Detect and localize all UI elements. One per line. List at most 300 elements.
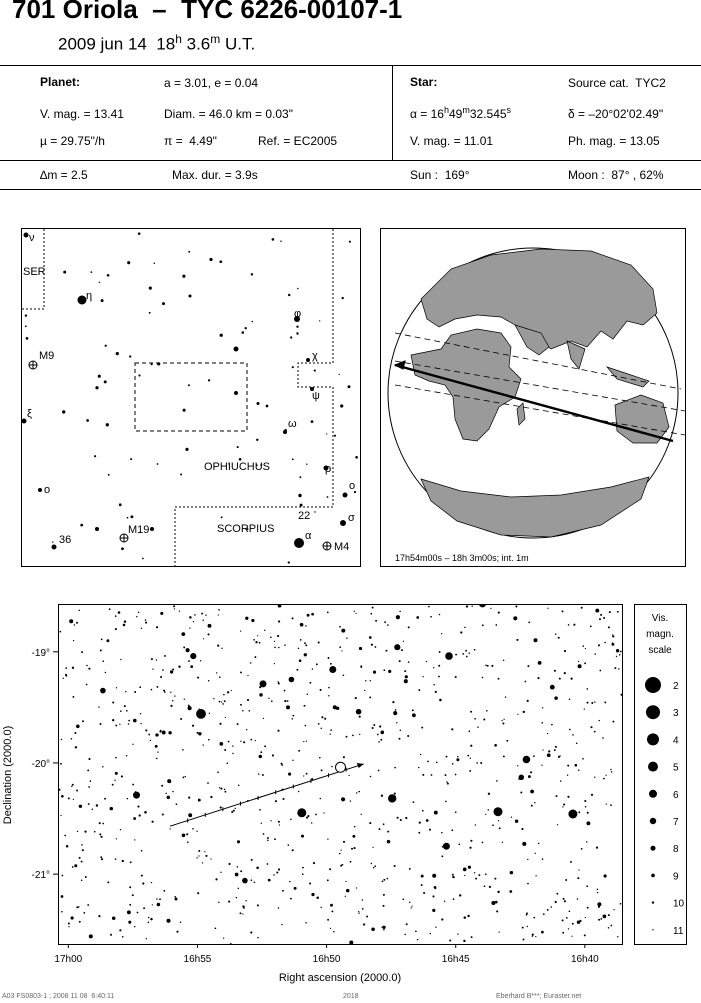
field-star xyxy=(115,725,117,727)
field-star xyxy=(180,921,181,922)
field-star xyxy=(220,788,222,790)
field-star xyxy=(395,709,397,711)
field-star xyxy=(620,651,622,653)
field-star xyxy=(291,718,293,720)
label-omicron-right: o xyxy=(349,480,356,492)
field-star xyxy=(455,774,457,776)
field-star xyxy=(305,725,307,727)
field-star xyxy=(577,898,579,900)
field-star xyxy=(236,897,237,898)
field-star xyxy=(418,832,420,834)
finder-star xyxy=(219,260,222,263)
field-star xyxy=(168,731,171,734)
field-star xyxy=(362,899,363,900)
field-star xyxy=(87,769,89,771)
y-axis-label: Declination (2000.0) xyxy=(2,725,14,825)
field-star xyxy=(107,881,109,883)
field-star xyxy=(426,819,429,822)
field-star xyxy=(129,886,131,888)
bright-star xyxy=(196,709,206,719)
globe-caption: 17h54m00s – 18h 3m00s; int. 1m xyxy=(395,553,529,563)
finder-star xyxy=(151,363,153,365)
field-star xyxy=(192,725,194,727)
field-star xyxy=(128,720,130,722)
field-star xyxy=(156,626,158,628)
globe-panel xyxy=(380,228,686,567)
field-star xyxy=(270,636,272,638)
field-star xyxy=(311,613,314,616)
finder-star xyxy=(234,347,239,352)
field-star xyxy=(115,757,117,759)
field-star xyxy=(341,650,342,651)
finder-star xyxy=(298,494,301,497)
finder-star xyxy=(98,375,101,378)
field-star xyxy=(112,784,114,786)
field-star xyxy=(563,803,565,805)
field-star xyxy=(198,855,199,856)
field-star xyxy=(586,841,587,842)
field-star xyxy=(604,642,606,644)
planet-parallax: π = 4.49" xyxy=(164,134,217,148)
field-star xyxy=(288,844,290,846)
field-star xyxy=(381,730,384,733)
field-star xyxy=(488,809,490,811)
field-star xyxy=(288,773,291,776)
field-star xyxy=(571,936,572,937)
field-star xyxy=(235,808,236,809)
field-star xyxy=(428,606,430,608)
field-star xyxy=(232,745,233,746)
field-star xyxy=(608,927,610,929)
field-star xyxy=(408,661,410,663)
field-star xyxy=(567,796,569,798)
field-star xyxy=(318,641,320,643)
field-star xyxy=(240,741,241,742)
field-star xyxy=(418,689,420,691)
legend-swatch xyxy=(651,846,656,851)
field-star xyxy=(466,656,468,658)
field-star xyxy=(498,678,500,680)
field-star xyxy=(373,671,376,674)
field-star xyxy=(262,774,264,776)
field-star xyxy=(618,668,620,670)
field-star xyxy=(228,741,230,743)
finder-star xyxy=(80,524,83,527)
field-star xyxy=(532,935,533,936)
field-star xyxy=(303,741,304,742)
field-star xyxy=(460,631,462,633)
field-star xyxy=(133,719,137,723)
bright-stars xyxy=(100,605,577,883)
field-star xyxy=(586,688,588,690)
field-star xyxy=(429,829,431,831)
field-star xyxy=(250,931,252,933)
field-star xyxy=(179,610,180,611)
field-star xyxy=(372,847,373,848)
bright-star xyxy=(445,652,453,660)
field-star xyxy=(116,687,117,688)
field-star xyxy=(371,928,375,932)
bright-star xyxy=(356,709,362,715)
field-star xyxy=(554,670,556,672)
constellation-boundaries xyxy=(22,229,333,566)
field-star xyxy=(141,875,143,877)
field-star xyxy=(172,791,173,792)
field-star xyxy=(102,660,104,662)
field-star xyxy=(330,663,332,665)
field-star xyxy=(162,731,166,735)
legend-swatch xyxy=(650,818,656,824)
finder-star xyxy=(149,312,151,314)
bright-star xyxy=(550,685,555,690)
field-star xyxy=(136,616,137,617)
field-star xyxy=(444,901,445,902)
finder-star xyxy=(95,527,99,531)
field-star xyxy=(172,700,173,701)
field-star xyxy=(250,739,252,741)
field-star xyxy=(143,907,145,909)
field-star xyxy=(378,741,380,743)
field-star xyxy=(298,648,299,649)
field-star xyxy=(284,644,286,646)
field-star xyxy=(141,850,143,852)
field-star xyxy=(315,814,317,816)
field-star xyxy=(547,608,548,609)
field-star xyxy=(100,723,102,725)
cluster-m19 xyxy=(120,534,128,542)
field-star xyxy=(406,923,408,925)
field-star xyxy=(452,874,454,876)
field-star xyxy=(287,700,289,702)
finder-star xyxy=(25,314,27,316)
field-star xyxy=(304,642,306,644)
field-star xyxy=(359,647,362,650)
field-star xyxy=(156,898,158,900)
field-star xyxy=(451,829,453,831)
field-star xyxy=(603,617,605,619)
finder-star xyxy=(26,337,29,340)
footer-left: A03 FS0803-1 ; 2008 11 08 6:40:11 xyxy=(2,993,115,1000)
field-star xyxy=(238,785,240,787)
field-star xyxy=(597,902,601,906)
finder-star xyxy=(339,374,340,375)
field-star xyxy=(599,670,601,672)
field-star xyxy=(219,787,220,788)
field-star xyxy=(498,612,500,614)
field-star xyxy=(88,803,90,805)
field-star xyxy=(327,919,329,921)
field-star xyxy=(98,706,99,707)
field-star xyxy=(72,696,74,698)
field-star xyxy=(221,648,222,649)
legend-swatch xyxy=(648,762,658,772)
field-star xyxy=(421,727,423,729)
field-star xyxy=(361,814,362,815)
field-star xyxy=(140,713,141,714)
field-star xyxy=(77,831,78,832)
field-star xyxy=(350,861,352,863)
field-star xyxy=(122,860,124,862)
field-star xyxy=(407,735,409,737)
field-star xyxy=(611,771,612,772)
field-star xyxy=(223,694,225,696)
field-star xyxy=(162,669,164,671)
finder-star xyxy=(154,262,155,263)
field-star xyxy=(311,778,313,780)
field-star xyxy=(470,840,472,842)
field-star xyxy=(491,665,493,667)
field-star xyxy=(228,901,230,903)
field-star xyxy=(515,605,517,607)
field-star xyxy=(547,753,551,757)
x-axis-label: Right ascension (2000.0) xyxy=(278,972,402,984)
field-star xyxy=(585,917,586,918)
field-star xyxy=(190,665,193,668)
field-star xyxy=(359,716,361,718)
field-star xyxy=(281,924,282,925)
bright-star xyxy=(329,666,336,673)
finder-star xyxy=(297,288,299,290)
field-star xyxy=(120,659,121,660)
field-star xyxy=(240,630,241,631)
field-star xyxy=(457,756,458,757)
field-star xyxy=(90,780,92,782)
field-star xyxy=(538,661,542,665)
field-star xyxy=(435,691,437,693)
finder-star xyxy=(234,391,238,395)
field-star xyxy=(616,656,617,657)
field-star xyxy=(405,675,408,678)
field-star xyxy=(89,934,93,938)
field-star xyxy=(270,820,271,821)
field-star xyxy=(489,886,491,888)
field-star xyxy=(620,903,622,905)
field-star xyxy=(496,910,498,912)
field-star xyxy=(224,789,225,790)
field-star xyxy=(68,922,70,924)
field-star xyxy=(327,879,329,881)
field-star xyxy=(157,903,161,907)
field-star xyxy=(602,737,604,739)
moon-elongation: Moon : 87° , 62% xyxy=(568,168,664,182)
field-star xyxy=(371,863,372,864)
field-star xyxy=(188,705,190,707)
field-star xyxy=(219,742,223,746)
field-star xyxy=(232,753,233,754)
finder-star xyxy=(245,327,247,329)
field-star xyxy=(84,831,86,833)
field-star xyxy=(250,662,251,663)
field-star xyxy=(313,862,315,864)
field-star xyxy=(237,723,239,725)
field-star xyxy=(152,904,153,905)
field-star xyxy=(502,842,503,843)
field-star xyxy=(603,915,607,919)
field-star xyxy=(383,929,384,930)
field-star xyxy=(73,640,74,641)
field-star xyxy=(382,881,384,883)
y-axis-ticks xyxy=(32,648,58,881)
field-star xyxy=(614,667,616,669)
field-star xyxy=(511,817,512,818)
field-star xyxy=(584,662,586,664)
star-delta: δ = –20°02'02.49" xyxy=(568,107,664,121)
field-star xyxy=(370,776,372,778)
field-star xyxy=(363,923,365,925)
field-star xyxy=(242,710,244,712)
field-star xyxy=(198,799,201,802)
bright-star xyxy=(289,677,295,683)
field-star xyxy=(176,931,178,933)
field-star xyxy=(470,711,472,713)
field-star xyxy=(305,922,307,924)
field-star xyxy=(397,817,399,819)
field-star xyxy=(455,811,457,813)
field-star xyxy=(72,667,74,669)
field-star xyxy=(383,823,385,825)
field-star xyxy=(69,619,73,623)
track-arrow xyxy=(357,763,364,768)
field-star xyxy=(65,675,67,677)
field-star xyxy=(345,896,346,897)
field-star xyxy=(526,912,528,914)
field-star xyxy=(165,793,166,794)
field-star xyxy=(362,908,364,910)
field-star xyxy=(468,652,470,654)
field-star xyxy=(169,828,170,829)
field-star xyxy=(240,870,242,872)
legend-mag-label: 9 xyxy=(673,871,679,883)
target-star xyxy=(336,762,346,772)
field-star xyxy=(350,800,351,801)
field-star xyxy=(402,898,404,900)
field-star xyxy=(256,867,259,870)
field-star xyxy=(94,831,96,833)
field-star xyxy=(105,672,106,673)
field-star xyxy=(299,659,302,662)
field-star xyxy=(356,792,357,793)
field-star xyxy=(564,650,566,652)
field-star xyxy=(441,855,443,857)
field-star xyxy=(528,775,531,778)
field-star xyxy=(110,934,112,936)
field-star xyxy=(167,796,170,799)
finder-star xyxy=(108,474,110,476)
field-star xyxy=(237,866,239,868)
field-star xyxy=(274,647,276,649)
field-star xyxy=(581,607,583,609)
finder-star xyxy=(149,287,152,290)
field-star xyxy=(291,617,293,619)
field-star xyxy=(341,797,345,801)
field-star xyxy=(164,655,166,657)
field-star xyxy=(409,868,411,870)
field-star xyxy=(167,779,171,783)
field-star xyxy=(400,819,402,821)
australia xyxy=(615,395,669,443)
field-star xyxy=(373,724,375,726)
field-star xyxy=(231,811,233,813)
field-star xyxy=(61,911,63,913)
legend-swatch xyxy=(646,705,660,719)
field-star xyxy=(608,626,610,628)
field-star xyxy=(119,929,121,931)
field-star xyxy=(319,757,321,759)
field-star xyxy=(415,930,417,932)
field-star xyxy=(520,792,522,794)
field-star xyxy=(102,766,104,768)
field-star xyxy=(203,638,204,639)
bright-star xyxy=(519,775,525,781)
field-star xyxy=(354,611,355,612)
field-star xyxy=(76,724,80,728)
field-star xyxy=(612,635,614,637)
field-star xyxy=(483,718,485,720)
alpha-h-sup: h xyxy=(443,105,449,115)
field-star xyxy=(183,646,185,648)
field-star xyxy=(253,881,255,883)
field-star xyxy=(455,676,457,678)
field-star xyxy=(263,718,264,719)
field-star xyxy=(79,921,81,923)
field-star xyxy=(207,782,209,784)
field-star xyxy=(610,769,611,770)
field-star xyxy=(432,874,436,878)
field-star xyxy=(114,780,115,781)
target-star-circle xyxy=(336,762,346,772)
header-vertical-rule xyxy=(392,65,393,161)
planet-motion: µ = 29.75"/h xyxy=(40,134,105,148)
field-star xyxy=(587,702,589,704)
field-star xyxy=(320,689,322,691)
field-star xyxy=(85,876,87,878)
field-star xyxy=(569,910,571,912)
field-star xyxy=(205,614,206,615)
finder-chart-svg xyxy=(22,229,360,566)
field-star xyxy=(584,934,586,936)
bright-star xyxy=(494,807,503,816)
field-star xyxy=(522,842,526,846)
field-star xyxy=(469,770,471,772)
field-star xyxy=(193,621,194,622)
field-star xyxy=(162,813,164,815)
field-star xyxy=(462,653,464,655)
field-star xyxy=(278,907,280,909)
field-star xyxy=(170,705,172,707)
field-star xyxy=(192,828,194,830)
finder-star xyxy=(256,402,259,405)
field-star xyxy=(134,839,135,840)
field-star xyxy=(278,868,280,870)
field-star xyxy=(555,633,557,635)
track-line xyxy=(170,764,364,826)
field-star xyxy=(476,762,478,764)
field-star xyxy=(375,646,377,648)
header-mid-rule xyxy=(0,160,701,161)
cluster-m4 xyxy=(323,542,331,550)
field-star xyxy=(251,619,254,622)
field-star xyxy=(374,865,376,867)
field-star xyxy=(610,804,612,806)
field-star xyxy=(61,739,62,740)
label-xi: ξ xyxy=(27,408,32,420)
field-star xyxy=(619,654,621,656)
field-star xyxy=(492,824,494,826)
field-star xyxy=(307,694,309,696)
field-star xyxy=(343,841,345,843)
field-star xyxy=(506,740,508,742)
field-star xyxy=(115,628,117,630)
